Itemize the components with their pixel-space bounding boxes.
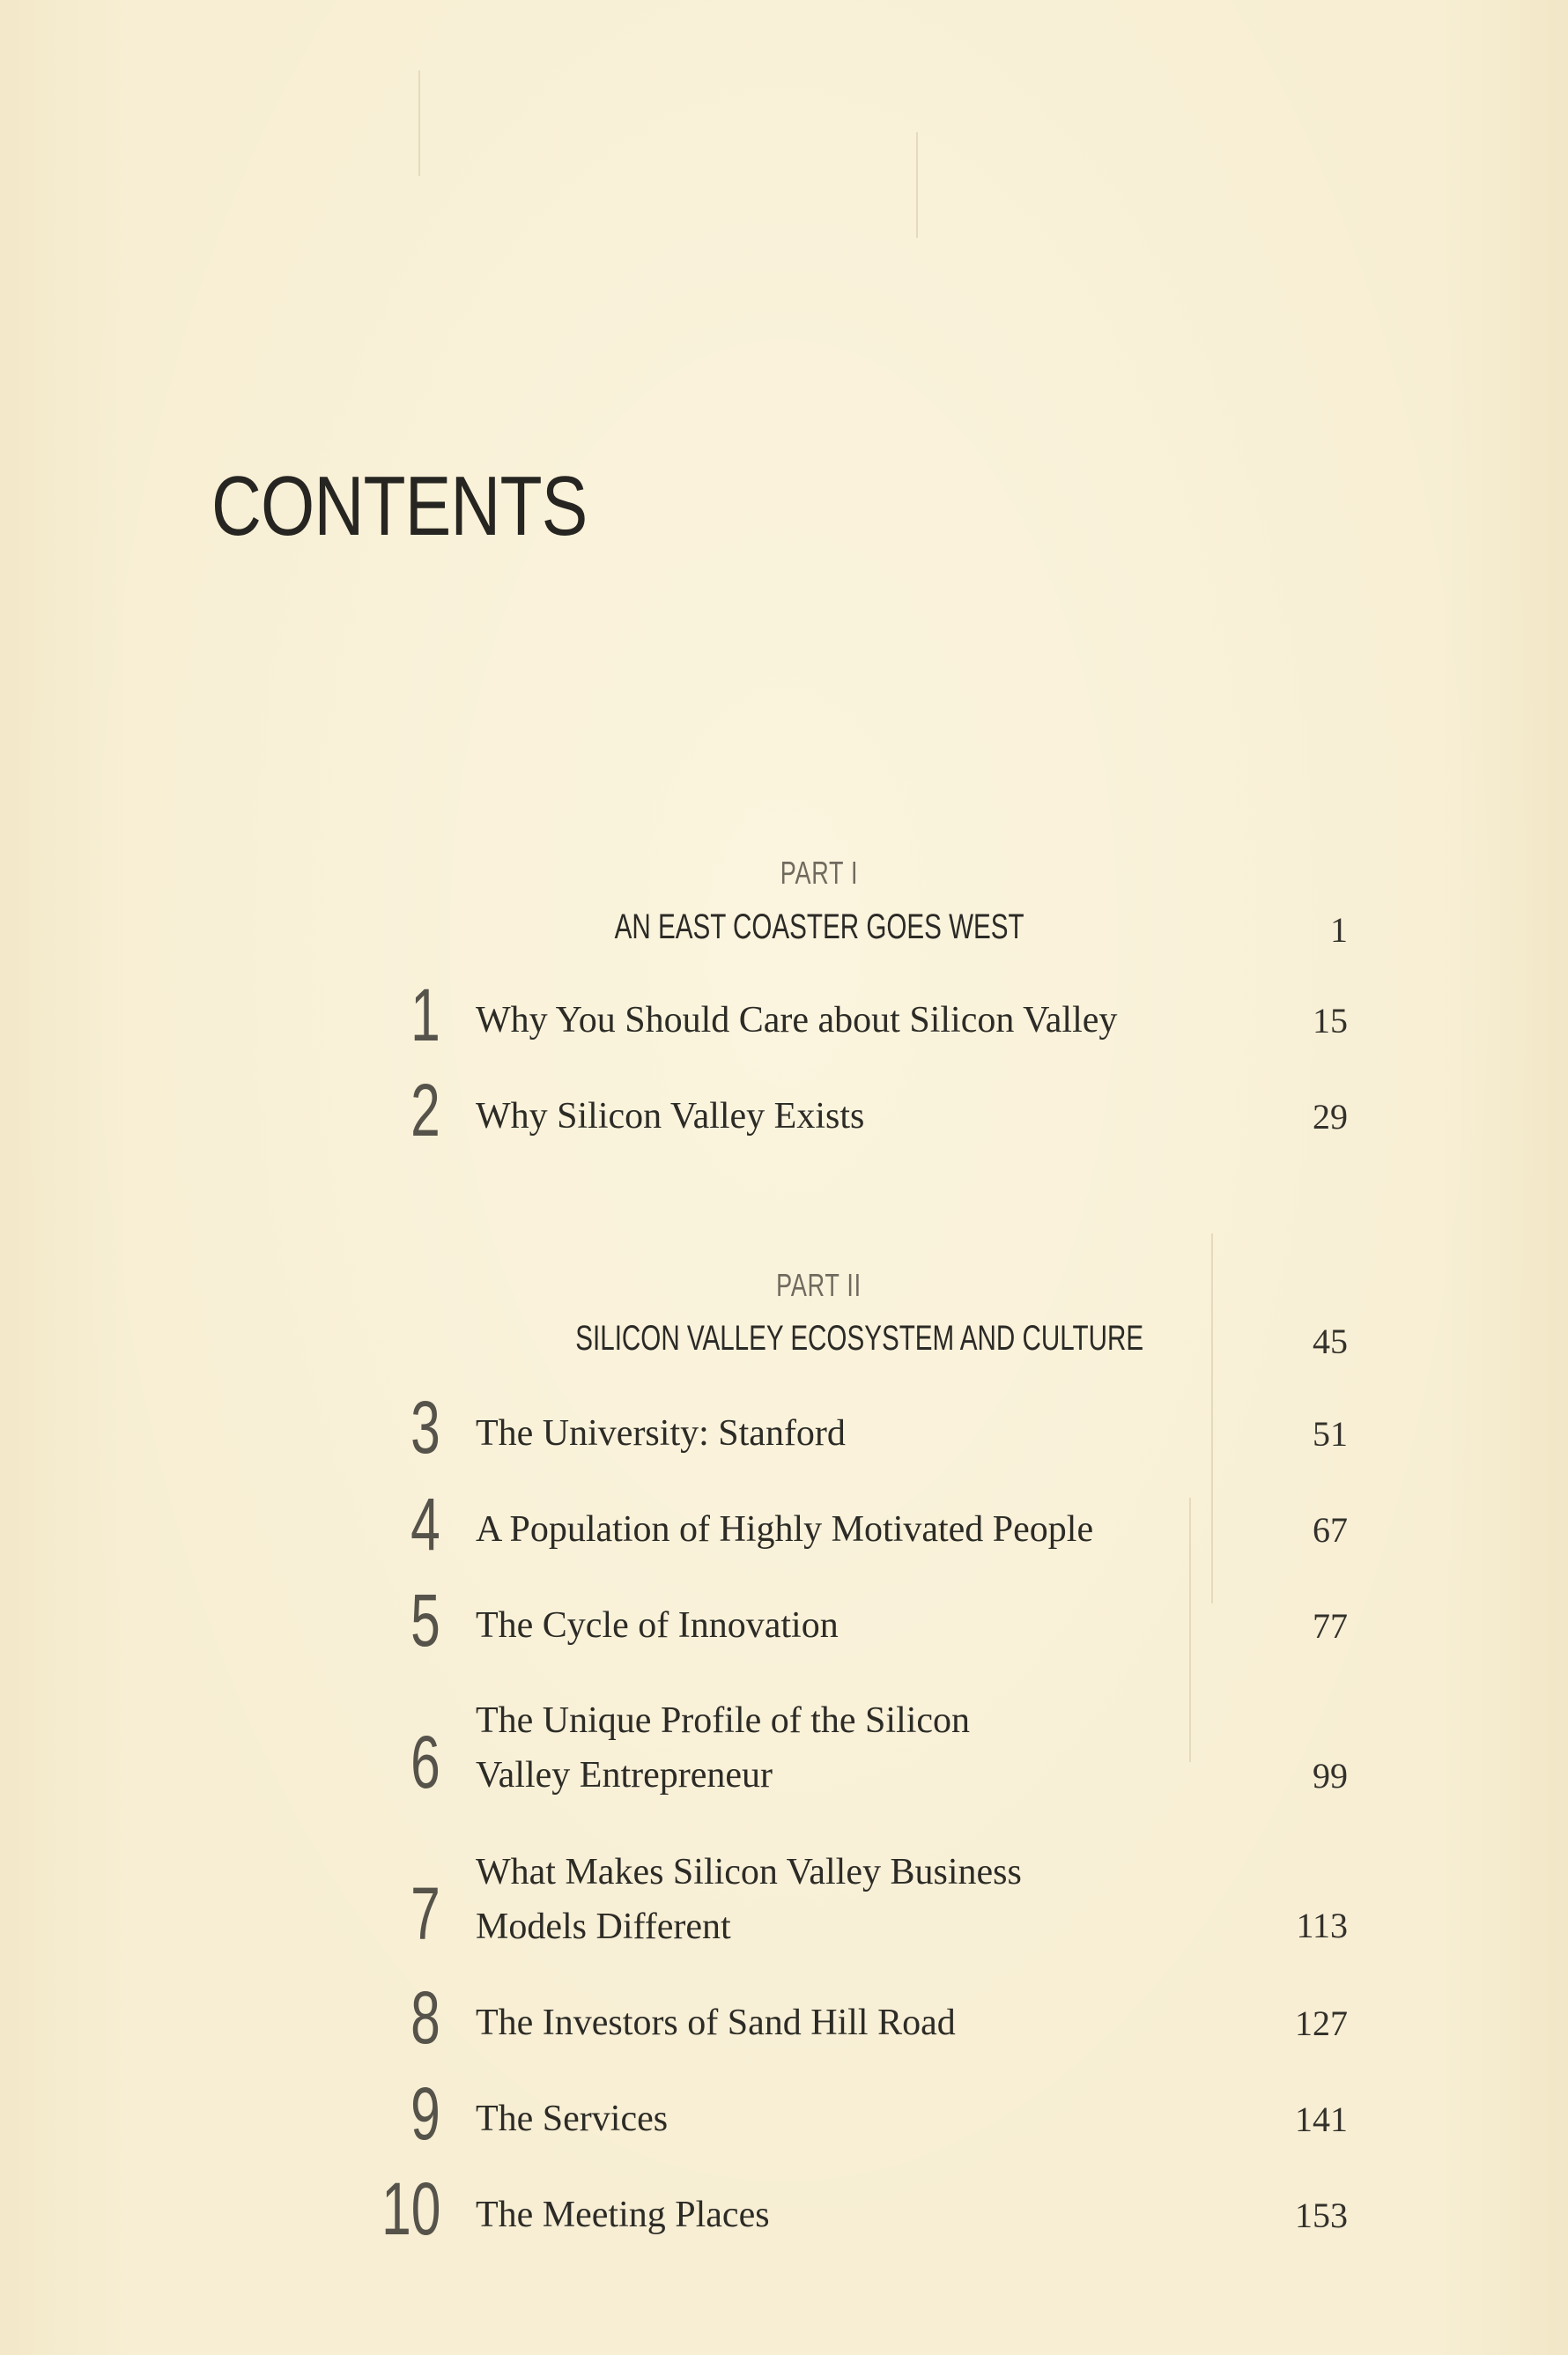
chapter-number: 5 [410,1579,440,1662]
chapter-number: 7 [410,1872,440,1955]
paper-crease [1211,1233,1213,1603]
part-title: AN EAST COASTER GOES WEST [614,907,1024,946]
chapter-number: 2 [410,1069,440,1152]
chapter-title: The Services [476,2099,669,2139]
chapter-number: 1 [410,974,440,1056]
chapter-title: The University: Stanford [476,1413,846,1454]
part-label: PART I [780,855,859,891]
page-number: 153 [1295,2196,1348,2235]
chapter-number: 6 [410,1721,440,1803]
chapter-title: The Meeting Places [476,2195,770,2235]
part-title: SILICON VALLEY ECOSYSTEM AND CULTURE [575,1319,1144,1358]
chapter-number: 3 [410,1386,440,1469]
chapter-number: 10 [381,2167,440,2250]
page-number: 99 [1313,1756,1348,1796]
page-number: 127 [1295,2003,1348,2043]
page-number: 67 [1313,1510,1348,1550]
page-number: 29 [1313,1097,1348,1137]
page-number: 45 [1313,1322,1348,1361]
chapter-title: Why You Should Care about Silicon Valley [476,1000,1118,1040]
chapter-title: The Cycle of Innovation [476,1605,839,1646]
chapter-title: The Investors of Sand Hill Road [476,2003,956,2043]
page-number: 141 [1295,2100,1348,2139]
page-title: CONTENTS [211,459,588,553]
page-number: 77 [1313,1606,1348,1646]
paper-crease [418,70,420,176]
chapter-title: A Population of Highly Motivated People [476,1509,1094,1550]
chapter-title: Why Silicon Valley Exists [476,1096,865,1137]
chapter-number: 8 [410,1976,440,2059]
page-number: 15 [1313,1001,1348,1040]
paper-crease [916,132,918,238]
part-label: PART II [776,1267,862,1303]
page-number: 1 [1330,910,1348,950]
chapter-number: 4 [410,1483,440,1566]
chapter-number: 9 [410,2072,440,2155]
chapter-title: What Makes Silicon Valley Business Models Different [476,1852,1022,1947]
page-number: 113 [1296,1906,1348,1945]
page-number: 51 [1313,1414,1348,1454]
chapter-title: The Unique Profile of the Silicon Valley Entrepreneur [476,1700,971,1796]
